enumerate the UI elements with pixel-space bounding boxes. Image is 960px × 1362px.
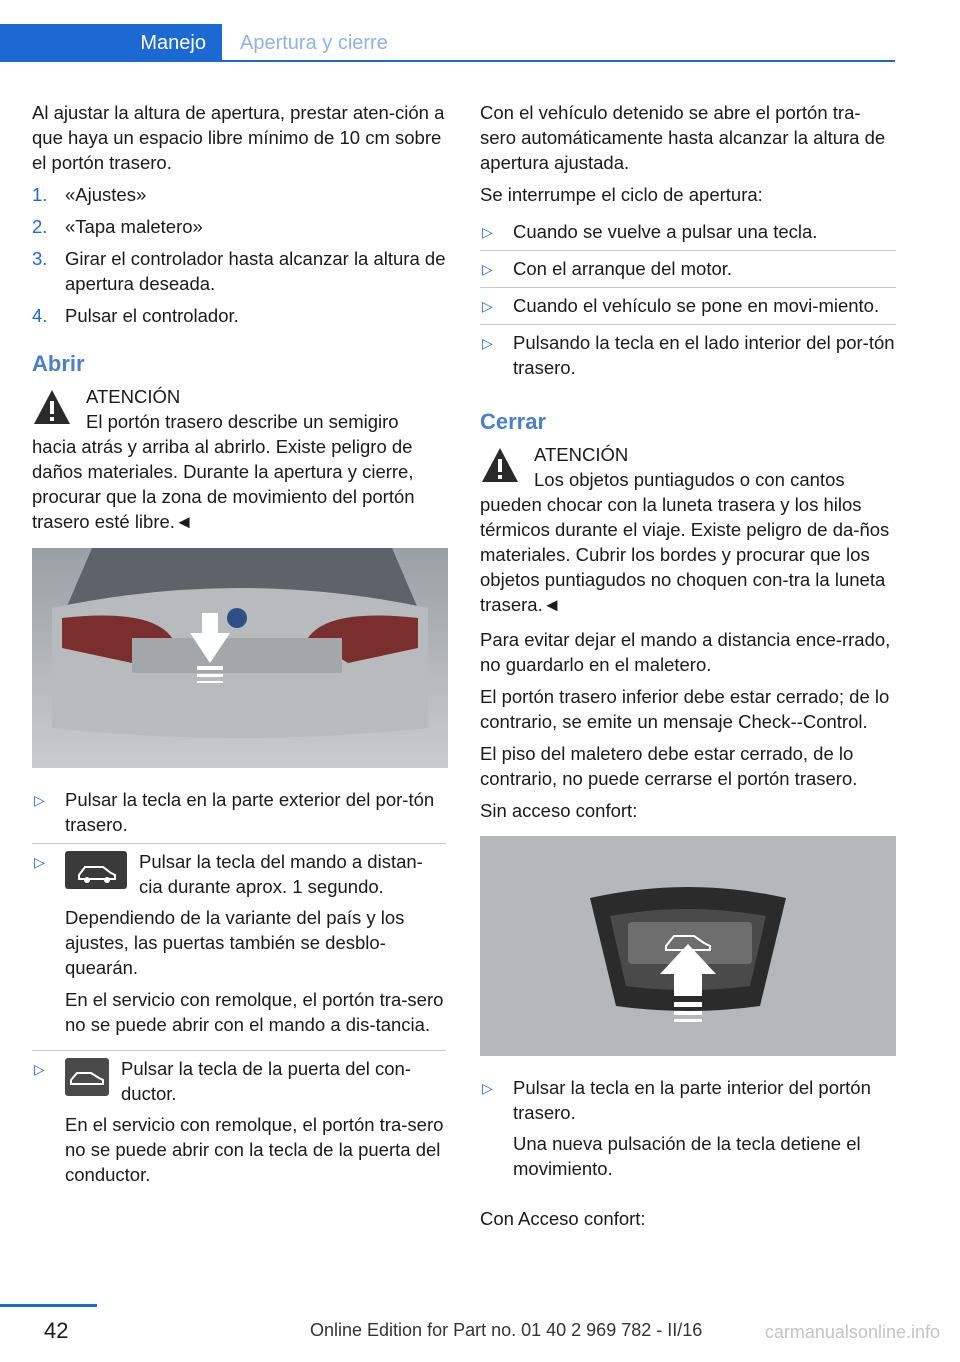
interior-tailgate-button-image [480,836,896,1056]
list-item [32,843,446,1050]
warning-text: Los objetos puntiagudos o con cantos pueden chocar con la luneta trasera y los hilos térmicos durante el viaje. Existe peligro de da-ños materiales. Cubrir los bordes y procurar que los objetos puntiagudos no choquen con-tra la luneta trasera.◄ [480,469,890,615]
step-item [32,182,446,207]
list-item [32,1050,446,1200]
warning-block [480,442,896,617]
list-item [480,287,896,324]
bullet-text: Pulsar la tecla de la puerta del con-ductor. [121,1058,412,1104]
step-text: «Ajustes» [65,184,147,205]
header-bar [0,0,960,62]
warning-text: El portón trasero describe un semigiro hacia atrás y arriba al abrirlo. Existe peligro de daños materiales. Durante la apertura y cierre, procurar que la zona de movimiento del portón trasero esté libre.◄ [32,411,415,532]
list-item [480,214,896,250]
warning-title: ATENCIÓN [86,386,181,407]
bullet-triangle-icon: ▷ [34,792,45,808]
interrupt-list [480,214,896,386]
footer-rule [0,1304,97,1307]
open-methods-list [32,782,446,1200]
paragraph: Con el vehículo detenido se abre el portón tra-sero automáticamente hasta alcanzar la altura de apertura ajustada. [480,102,886,173]
bullet-text: Cuando el vehículo se pone en movi-miento. [513,295,880,316]
paragraph: El portón trasero inferior debe estar cerrado; de lo contrario, se emite un mensaje Check--Control. [480,686,890,732]
paragraph: Para evitar dejar el mando a distancia ence-rrado, no guardarlo en el maletero. [480,629,891,675]
list-item [32,782,446,843]
bullet-triangle-icon: ▷ [482,261,493,277]
step-number: 3. [32,248,48,269]
bullet-triangle-icon: ▷ [482,1080,493,1096]
bullet-paragraph: Una nueva pulsación de la tecla detiene el movimiento. [513,1133,861,1179]
step-number: 2. [32,216,48,237]
driver-door-tailgate-key-icon [65,1058,109,1096]
section-heading-cerrar: Cerrar [480,409,547,434]
tailgate-exterior-image [32,548,448,768]
paragraph: Con Acceso confort: [480,1208,646,1229]
list-item [480,250,896,287]
bullet-triangle-icon: ▷ [482,335,493,351]
bullet-text: Pulsar la tecla en la parte interior del portón trasero. [513,1077,871,1123]
step-number: 4. [32,305,48,326]
subsection-tab[interactable]: Apertura y cierre [222,24,895,62]
bullet-paragraph: En el servicio con remolque, el portón tra-sero no se puede abrir con la tecla de la puerta del conductor. [65,1114,444,1185]
paragraph: Se interrumpe el ciclo de apertura: [480,184,763,205]
step-item [32,246,446,296]
bullet-text: Con el arranque del motor. [513,258,733,279]
left-column [32,100,446,1200]
step-text: «Tapa maletero» [65,216,203,237]
edition-footer: Online Edition for Part no. 01 40 2 969 782 - II/16 [310,1320,703,1340]
bullet-triangle-icon: ▷ [482,298,493,314]
close-methods-list [480,1070,896,1194]
step-item [32,303,446,328]
bullet-triangle-icon: ▷ [34,854,45,870]
warning-title: ATENCIÓN [534,444,629,465]
remote-tailgate-key-icon [65,851,127,889]
right-column [480,100,896,1238]
bullet-text: Pulsar la tecla en la parte exterior del por-tón trasero. [65,789,435,835]
bullet-text: Pulsar la tecla del mando a distan-cia durante aprox. 1 segundo. [139,851,423,897]
bullet-paragraph: En el servicio con remolque, el portón tra-sero no se puede abrir con el mando a dis-tancia. [65,989,444,1035]
watermark: carmanualsonline.info [764,1322,940,1342]
section-tab[interactable]: Manejo [0,24,222,62]
bullet-text: Cuando se vuelve a pulsar una tecla. [513,221,818,242]
intro-paragraph: Al ajustar la altura de apertura, prestar aten-ción a que haya un espacio libre mínimo de 10 cm sobre el portón trasero. [32,102,445,173]
bullet-text: Pulsando la tecla en el lado interior del por-tón trasero. [513,332,895,378]
steps-list [32,182,446,328]
bullet-paragraph: Dependiendo de la variante del país y los ajustes, las puertas también se desblo-quearán. [65,907,405,978]
bullet-triangle-icon: ▷ [34,1061,45,1077]
step-number: 1. [32,184,48,205]
list-item [480,324,896,386]
warning-icon [32,388,72,426]
paragraph: Sin acceso confort: [480,800,638,821]
step-text: Girar el controlador hasta alcanzar la altura de apertura deseada. [65,248,446,294]
warning-icon [480,446,520,484]
section-heading-abrir: Abrir [32,351,85,376]
bullet-triangle-icon: ▷ [482,224,493,240]
warning-block [32,384,446,534]
page-number: 42 [44,1318,69,1343]
step-text: Pulsar el controlador. [65,305,239,326]
step-item [32,214,446,239]
list-item [480,1070,896,1194]
paragraph: El piso del maletero debe estar cerrado, de lo contrario, no puede cerrarse el portón trasero. [480,743,858,789]
